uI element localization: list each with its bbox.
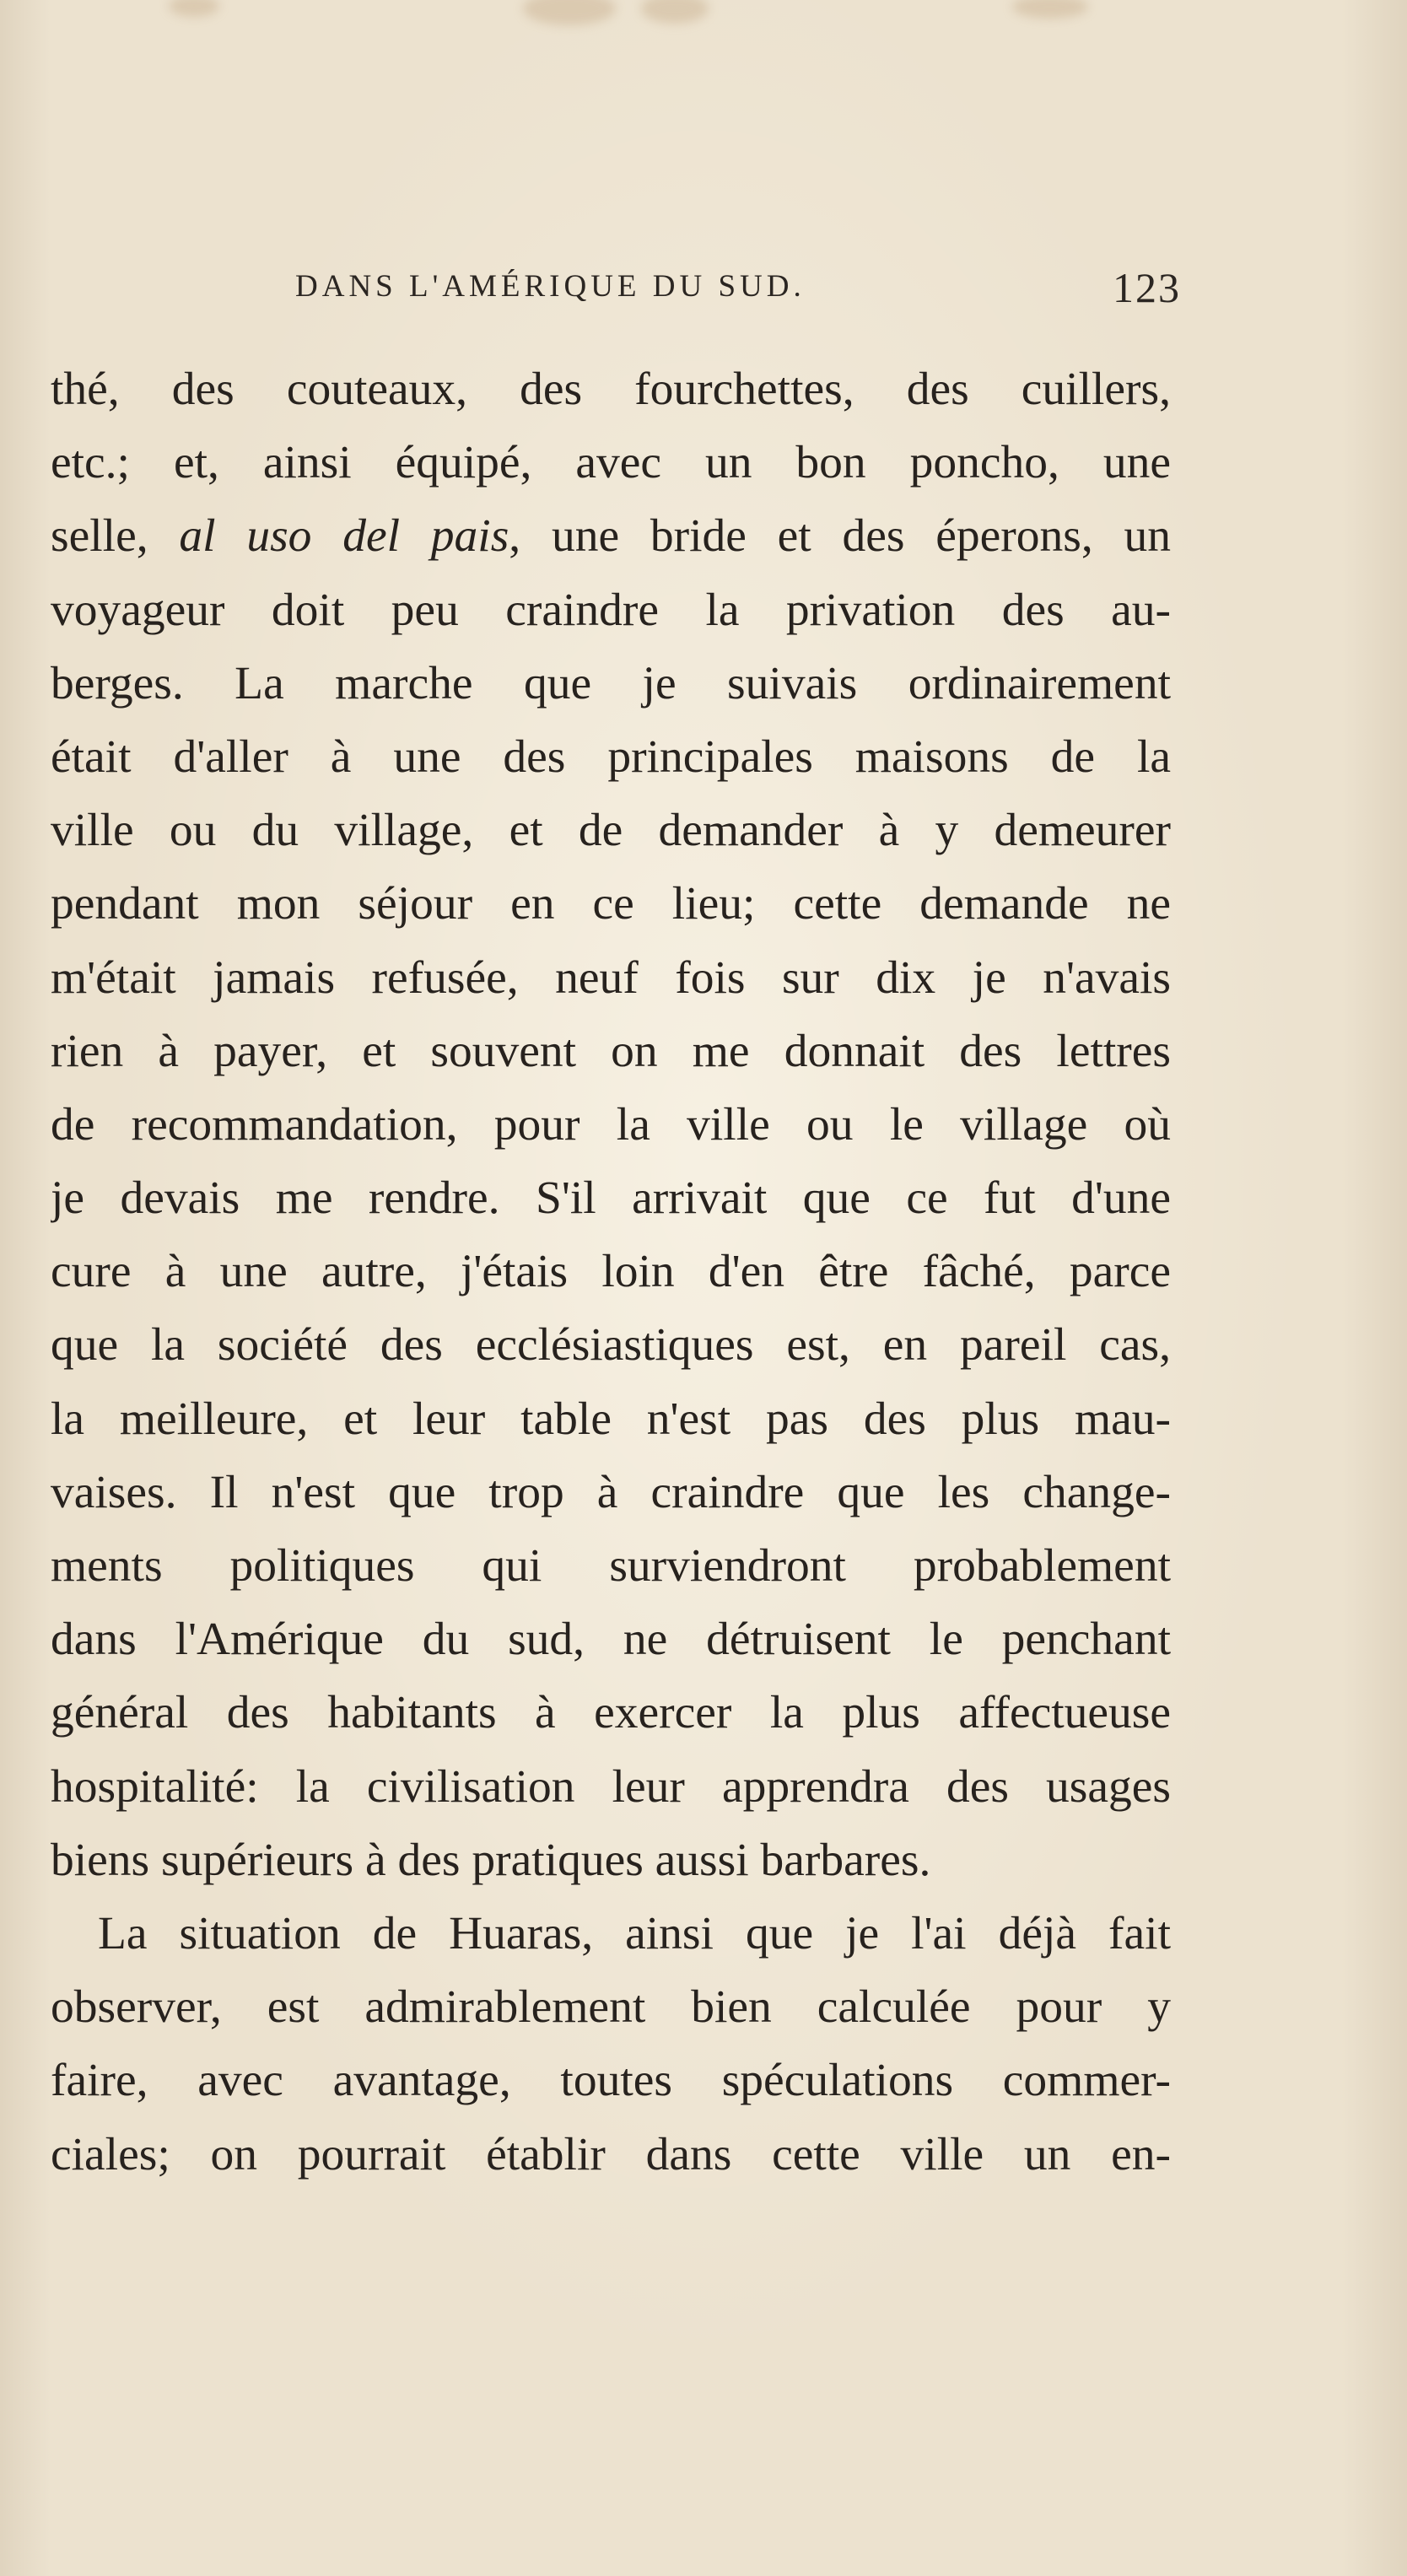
text-line: thé, des couteaux, des fourchettes, des cuillers, bbox=[51, 364, 1171, 415]
text-line: je devais me rendre. S'il arrivait que ce fut d'une bbox=[51, 1172, 1171, 1225]
running-head: DANS L'AMÉRIQUE DU SUD. bbox=[295, 269, 806, 304]
italic-phrase: al uso del pais bbox=[179, 510, 509, 563]
text-line: berges. La marche que je suivais ordinairement bbox=[51, 657, 1171, 709]
paper-stain bbox=[1012, 0, 1088, 19]
text-line: que la société des ecclésiastiques est, en pareil cas, bbox=[51, 1319, 1171, 1372]
text-line: faire, avec avantage, toutes spéculations commer- bbox=[51, 2055, 1171, 2107]
page-number: 123 bbox=[1113, 264, 1181, 311]
text-line: ciales; on pourrait établir dans cette ville un en- bbox=[51, 2128, 1171, 2180]
text-line: ville ou du village, et de demander à y demeurer bbox=[51, 805, 1171, 857]
text-line: la meilleure, et leur table n'est pas des plus mau- bbox=[51, 1393, 1171, 1445]
text-line bbox=[51, 499, 1171, 573]
text-line: La situation de Huaras, ainsi que je l'ai déjà fait bbox=[98, 1907, 1171, 1959]
text-line: voyageur doit peu craindre la privation des au- bbox=[51, 584, 1171, 636]
text-line: était d'aller à une des principales maisons de la bbox=[51, 730, 1171, 783]
text-line: rien à payer, et souvent on me donnait des lettres bbox=[51, 1025, 1171, 1077]
text-line: etc.; et, ainsi équipé, avec un bon poncho, une bbox=[51, 437, 1171, 489]
text-line: hospitalité: la civilisation leur apprendra des usages bbox=[51, 1760, 1171, 1813]
body-text bbox=[51, 353, 1171, 2191]
text-line: ments politiques qui surviendront probablement bbox=[51, 1540, 1171, 1592]
text-line: observer, est admirablement bien calculée pour y bbox=[51, 1981, 1171, 2034]
paper-stain bbox=[169, 0, 219, 17]
text-line: général des habitants à exercer la plus affectueuse bbox=[51, 1687, 1171, 1739]
text-line: dans l'Amérique du sud, ne détruisent le penchant bbox=[51, 1614, 1171, 1666]
paper-stain bbox=[641, 0, 709, 24]
text-line: pendant mon séjour en ce lieu; cette demande ne bbox=[51, 878, 1171, 930]
paper-stain bbox=[523, 0, 616, 25]
text-line: cure à une autre, j'étais loin d'en être fâché, parce bbox=[51, 1246, 1171, 1298]
text-line: biens supérieurs à des pratiques aussi barbares. bbox=[51, 1834, 931, 1886]
page-header bbox=[295, 264, 1181, 319]
text-line: de recommandation, pour la ville ou le village où bbox=[51, 1098, 1171, 1151]
text-fragment: selle, bbox=[51, 510, 148, 563]
text-fragment: , une bride et des éperons, un bbox=[509, 510, 1171, 563]
text-line: vaises. Il n'est que trop à craindre que les change- bbox=[51, 1466, 1171, 1518]
text-line: m'était jamais refusée, neuf fois sur dix je n'avais bbox=[51, 951, 1171, 1004]
